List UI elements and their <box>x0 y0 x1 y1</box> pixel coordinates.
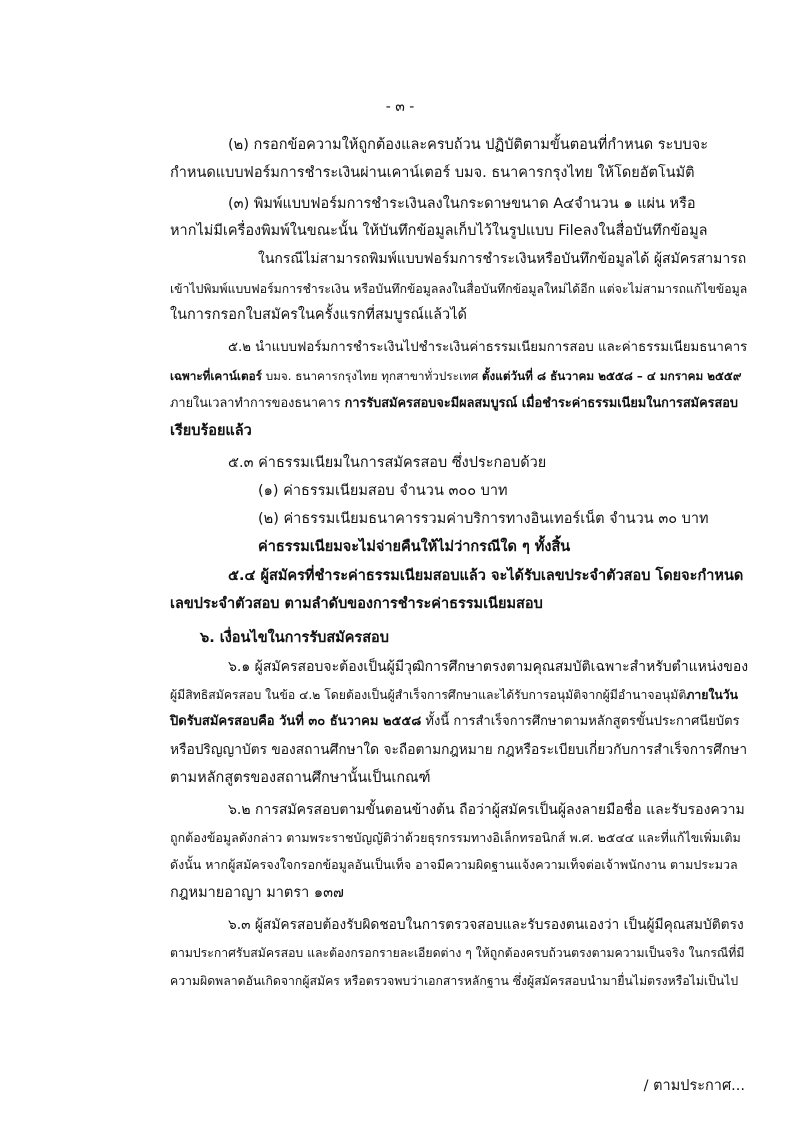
section-5-4-line-1: ๕.๔ ผู้สมัครที่ชำระค่าธรรมเนียมสอบแล้ว จะได้รับเลขประจำตัวสอบ โดยจะกำหนด <box>228 568 744 584</box>
bank-hours-text: ภายในเวลาทำการของธนาคาร <box>170 396 345 411</box>
section-6-1-line-5: ตามหลักสูตรของสถานศึกษานั้นเป็นเกณฑ์ <box>170 770 431 786</box>
completion-condition-text: การรับสมัครสอบจะมีผลสมบูรณ์ เมื่อชำระค่าธรรมเนียมในการสมัครสอบ <box>344 396 738 411</box>
graduation-rule-text: ทั้งนี้ การสำเร็จการศึกษาตามหลักสูตรขั้นประกาศนียบัตร <box>421 714 740 729</box>
exam-fee-item: (๑) ค่าธรรมเนียมสอบ จำนวน ๓๐๐ บาท <box>258 483 508 499</box>
step-3-line-2: หากไม่มีเครื่องพิมพ์ในขณะนั้น ให้บันทึกข้อมูลเก็บไว้ในรูปแบบ Fileลงในสื่อบันทึกข้อมูล <box>170 223 708 239</box>
section-5-3-line-1: ๕.๓ ค่าธรรมเนียมในการสมัครสอบ ซึ่งประกอบด้วย <box>228 455 547 471</box>
counter-only-text: เฉพาะที่เคาน์เตอร์ <box>170 369 262 383</box>
section-6-3-line-1: ๖.๓ ผู้สมัครสอบต้องรับผิดชอบในการตรวจสอบและรับรองตนเองว่า เป็นผู้มีคุณสมบัติตรง <box>228 917 744 933</box>
payment-period-text: ตั้งแต่วันที่ ๘ ธันวาคม ๒๕๕๘ – ๔ มกราคม ๒๕๕๙ <box>481 369 742 383</box>
section-6-2-line-3: ดังนั้น หากผู้สมัครจงใจกรอกข้อมูลอันเป็นเท็จ อาจมีความผิดฐานแจ้งความเท็จต่อเจ้าพนักงาน ตามประมวล <box>170 857 738 872</box>
case-line-1: ในกรณีไม่สามารถพิมพ์แบบฟอร์มการชำระเงินหรือบันทึกข้อมูลได้ ผู้สมัครสามารถ <box>258 251 747 267</box>
section-5-4-line-2: เลขประจำตัวสอบ ตามลำดับของการชำระค่าธรรมเนียมสอบ <box>170 596 543 612</box>
deadline-lead-text: ภายในวัน <box>686 688 739 702</box>
continued-footer: / ตามประกาศ... <box>643 1078 745 1094</box>
section-5-2-line-1: ๕.๒ นำแบบฟอร์มการชำระเงินไปชำระเงินค่าธรรมเนียมการสอบ และค่าธรรมเนียมธนาคาร <box>228 340 748 355</box>
step-2-line-2: กำหนดแบบฟอร์มการชำระเงินผ่านเคาน์เตอร์ บมจ. ธนาคารกรุงไทย ให้โดยอัตโนมัติ <box>170 165 695 181</box>
case-line-2: เข้าไปพิมพ์แบบฟอร์มการชำระเงิน หรือบันทึกข้อมูลลงในสื่อบันทึกข้อมูลใหม่ได้อีก แต่จะไม่สามารถแก้ไขข้อมูล <box>170 282 748 296</box>
section-6-3-line-3: ความผิดพลาดอันเกิดจากผู้สมัคร หรือตรวจพบว่าเอกสารหลักฐาน ซึ่งผู้สมัครสอบนำมายื่นไม่ตรงหรือไม่เป็นไป <box>170 974 739 988</box>
qualification-text: ผู้มีสิทธิสมัครสอบ ในข้อ ๔.๒ โดยต้องเป็นผู้สำเร็จการศึกษาและได้รับการอนุมัติจากผู้มีอำนาจอนุมัติ <box>170 688 687 702</box>
section-5-2-line-3 <box>170 394 738 414</box>
section-6-2-line-1: ๖.๒ การสมัครสอบตามขั้นตอนข้างต้น ถือว่าผู้สมัครเป็นผู้ลงลายมือชื่อ และรับรองความ <box>228 802 745 818</box>
section-6-1-line-4: หรือปริญญาบัตร ของสถานศึกษาใด จะถือตามกฎหมาย กฎหรือระเบียบเกี่ยวกับการสำเร็จการศึกษา <box>170 742 748 758</box>
section-6-2-line-4: กฎหมายอาญา มาตรา ๑๓๗ <box>170 885 344 901</box>
bank-branches-text: บมจ. ธนาคารกรุงไทย ทุกสาขาทั่วประเทศ <box>261 369 482 383</box>
step-3-line-1: (๓) พิมพ์แบบฟอร์มการชำระเงินลงในกระดาษขนาด A๔จำนวน ๑ แผ่น หรือ <box>228 196 696 212</box>
section-6-3-line-2: ตามประกาศรับสมัครสอบ และต้องกรอกรายละเอียดต่าง ๆ ให้ถูกต้องครบถ้วนตรงตามความเป็นจริง ในกรณีที่มี <box>170 946 745 960</box>
section-5-2-line-2 <box>170 366 741 386</box>
non-refundable-note: ค่าธรรมเนียมจะไม่จ่ายคืนให้ไม่ว่ากรณีใด ๆ ทั้งสิ้น <box>258 539 571 555</box>
closing-date-text: ปิดรับสมัครสอบคือ วันที่ ๓๐ ธันวาคม ๒๕๕๘ <box>170 714 422 729</box>
section-6-1-line-1: ๖.๑ ผู้สมัครสอบจะต้องเป็นผู้มีวุฒิการศึกษาตรงตามคุณสมบัติเฉพาะสำหรับตำแหน่งของ <box>228 659 749 675</box>
page-number: - ๓ - <box>385 99 415 115</box>
section-5-2-line-4: เรียบร้อยแล้ว <box>170 423 252 439</box>
step-2-line-1: (๒) กรอกข้อความให้ถูกต้องและครบถ้วน ปฏิบัติตามขั้นตอนที่กำหนด ระบบจะ <box>228 137 709 153</box>
section-6-1-line-3 <box>170 712 740 732</box>
section-6-1-line-2 <box>170 685 738 705</box>
bank-fee-item: (๒) ค่าธรรมเนียมธนาคารรวมค่าบริการทางอินเทอร์เน็ต จำนวน ๓๐ บาท <box>258 511 709 527</box>
case-line-3: ในการกรอกใบสมัครในครั้งแรกที่สมบูรณ์แล้วได้ <box>170 307 467 323</box>
section-6-heading: ๖. เงื่อนไขในการรับสมัครสอบ <box>200 630 389 646</box>
section-6-2-line-2: ถูกต้องข้อมูลดังกล่าว ตามพระราชบัญญัติว่าด้วยธุรกรรมทางอิเล็กทรอนิกส์ พ.ศ. ๒๕๔๔ และที่แก้ไขเพิ่มเติม <box>170 830 741 845</box>
